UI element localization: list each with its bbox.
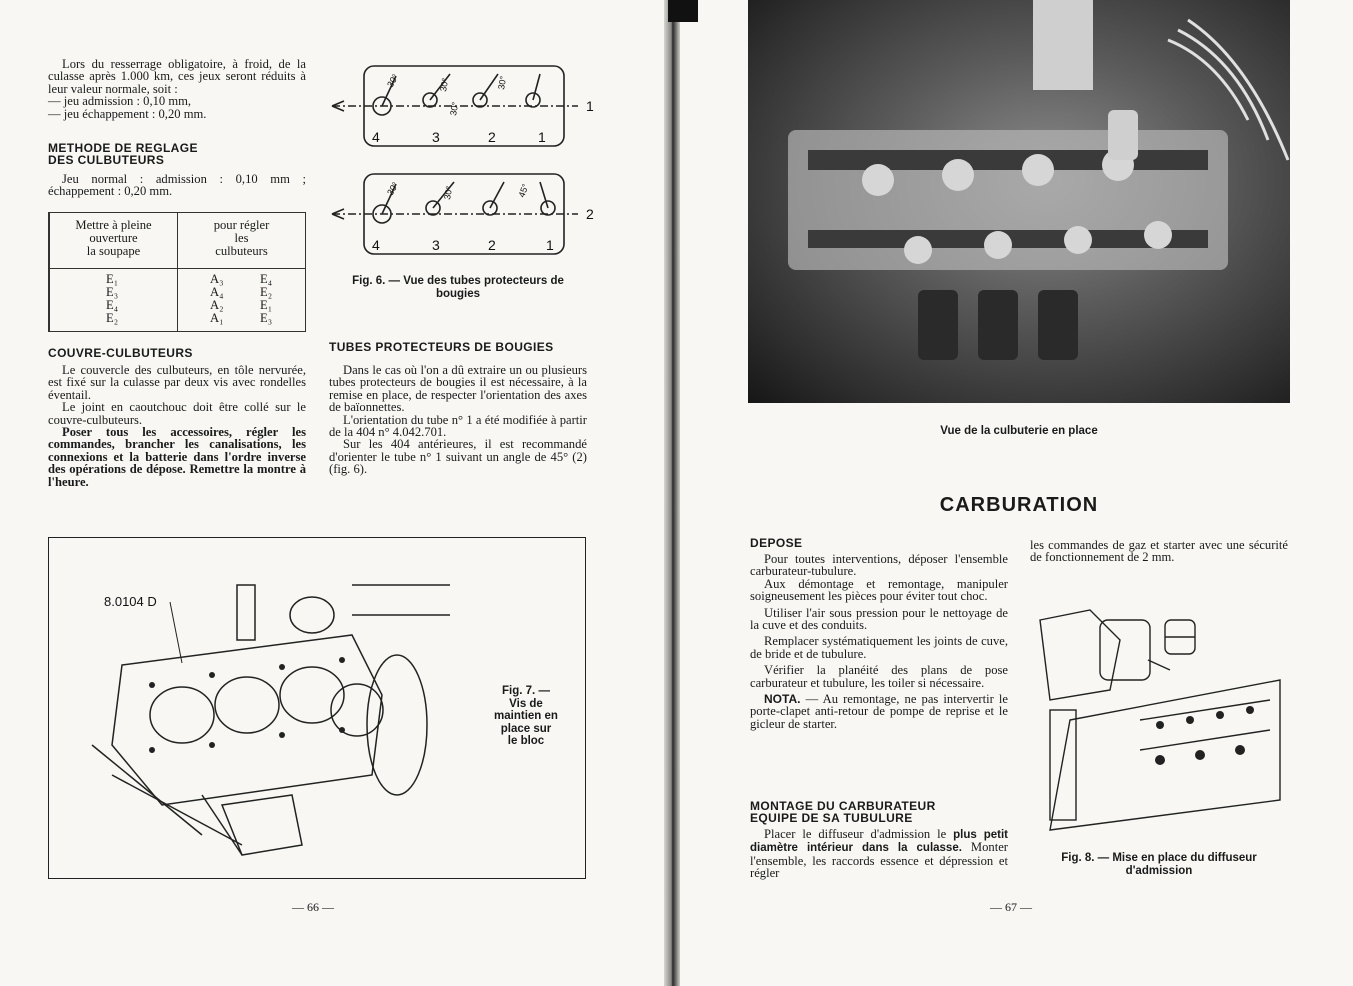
intro-paragraph: Lors du resserrage obligatoire, à froid, de la culasse après 1.000 km, ces jeux seront réduits à leur valeur normale, soit : [48, 57, 306, 96]
table-header-line: la soupape [86, 244, 141, 258]
fig7-distributor [290, 597, 334, 633]
fig8-hand [1040, 610, 1120, 700]
fig6-orientation-lines-top [382, 74, 540, 106]
table-header-line: les [234, 231, 249, 245]
fig7-caption-line: place sur [500, 722, 552, 735]
couvre-paragraph: Le joint en caoutchouc doit être collé sur le couvre-culbuteurs. [48, 400, 306, 427]
fig6-number: 1 [546, 237, 554, 253]
fig8-carburettor [1100, 620, 1150, 680]
fig7-caption [478, 685, 574, 748]
intro-jeu-echappement: — jeu échappement : 0,20 mm. [48, 106, 207, 121]
montage-text-2: Monter l'ensemble, les raccords essence et dépression et régler [750, 840, 1008, 881]
fig7-caption-line: Vis de [509, 697, 543, 710]
nota-text: — Au remontage, ne pas intervertir le porte-clapet anti-retour de pompe de reprise et le gicleur de starter. [750, 692, 1008, 731]
fig7-cylinder-1 [150, 687, 214, 743]
depose-paragraph: Aux démontage et remontage, manipuler soigneusement les pièces pour éviter tout choc. [750, 576, 1008, 604]
table-header-line: Mettre à pleine [75, 218, 152, 232]
tubes-paragraph: L'orientation du tube n° 1 a été modifiée à partir de la 404 n° 4.042.701. [329, 412, 587, 440]
fig7-cylinder-3 [280, 667, 344, 723]
fig6-row-label: 1 [586, 98, 594, 114]
table-cell: A₂ [210, 298, 224, 312]
table-header-col2 [178, 219, 305, 258]
intro-jeu-admission: — jeu admission : 0,10 mm, [48, 94, 192, 109]
fig8-filler [1050, 710, 1076, 820]
tubes-paragraph: Dans le cas où l'on a dû extraire un ou plusieurs tubes protecteurs de bougies il est nécessaire, à la remise en place, de respecter l'orientation des axes de baïonnettes. [329, 363, 587, 415]
fig7-oil-filler [237, 585, 255, 640]
fig7-caption-line: maintien en [494, 710, 558, 722]
fig8-caption [1030, 852, 1288, 877]
book-gutter [664, 0, 680, 986]
fig6-number: 3 [432, 129, 440, 145]
fig7-tool-label: 8.0104 D [104, 594, 157, 609]
fig8-leader [1148, 660, 1170, 670]
heading-montage [750, 800, 936, 824]
heading-methode-reglage [48, 142, 198, 166]
fig6-caption-text: — Vue des tubes protecteurs de bougies [388, 275, 564, 300]
fig6-number: 4 [372, 237, 380, 253]
couvre-paragraph: Poser tous les accessoires, régler les commandes, brancher les canalisations, les connexions et la batterie dans l'ordre inverse des opérations de dépose. Remettre la montre à l'heure. [48, 425, 306, 489]
table-cell: E₂ [260, 285, 273, 299]
fig7-engine-drawing [52, 545, 472, 871]
jeu-normal-paragraph: Jeu normal : admission : 0,10 mm ; échappement : 0,20 mm. [48, 172, 306, 199]
fig8-drawing [1030, 600, 1288, 840]
photo-caption: Vue de la culbuterie en place [940, 425, 1098, 437]
reglage-table [48, 212, 306, 332]
fig7-flywheel [367, 655, 427, 795]
table-cell: E₄ [260, 272, 273, 286]
table-header-line: pour régler [213, 218, 270, 232]
heading-couvre-culbuteurs: COUVRE-CULBUTEURS [48, 346, 193, 360]
fig6-angle: 30° [496, 75, 509, 91]
table-cell: A₄ [210, 285, 224, 299]
table-cell: A₁ [210, 311, 224, 325]
fig6-number: 1 [538, 129, 546, 145]
tubes-text [329, 364, 587, 476]
fig8-engine-block [1050, 680, 1280, 830]
table-header-col1 [50, 219, 177, 258]
fig6-row-label: 2 [586, 206, 594, 222]
table-header-line: culbuteurs [215, 244, 268, 258]
fig7-caption-line: Fig. 7. — [502, 685, 550, 697]
culbuterie-photo [748, 0, 1290, 403]
fig6-angle: 30° [385, 180, 401, 197]
jeu-normal-text [48, 173, 306, 198]
montage-text-1: Placer le diffuseur d'admission le [764, 827, 947, 841]
heading-tubes-protecteurs: TUBES PROTECTEURS DE BOUGIES [329, 340, 554, 354]
heading-line: METHODE DE REGLAGE [48, 141, 198, 155]
table-cell: E₁ [260, 298, 273, 312]
heading-line: EQUIPE DE SA TUBULURE [750, 811, 913, 825]
depose-paragraph: Vérifier la planéité des plans de pose carburateur et tubulure, les toiler si nécessaire. [750, 663, 1008, 690]
fig6-number: 2 [488, 129, 496, 145]
fig6-number: 2 [488, 237, 496, 253]
table-col1-values [106, 273, 118, 325]
page-number-left: — 66 — [292, 900, 334, 914]
table-cell: E₃ [106, 285, 119, 299]
fig7-linkages [92, 745, 242, 855]
heading-line: MONTAGE DU CARBURATEUR [750, 799, 936, 813]
couvre-paragraph: Le couvercle des culbuteurs, en tôle nervurée, est fixé sur la culasse par deux vis avec rondelles éventail. [48, 363, 306, 402]
fig6-diagram [328, 60, 600, 256]
col2-paragraph: les commandes de gaz et starter avec une sécurité de fonctionnement de 2 mm. [1030, 538, 1288, 565]
culbuterie-photo-drawing [748, 0, 1290, 403]
montage-text [750, 828, 1008, 880]
fig6-angle: 30° [438, 77, 451, 93]
depose-paragraph: Remplacer systématiquement les joints de cuve, de bride et de tubulure. [750, 634, 1008, 661]
depose-paragraph: Utiliser l'air sous pression pour le nettoyage de la cuve et des conduits. [750, 605, 1008, 633]
couvre-text [48, 364, 306, 488]
table-cell: E₂ [106, 311, 119, 325]
fig7-leader-line [170, 602, 182, 663]
nota-paragraph [750, 693, 1008, 730]
table-cell: A₃ [210, 272, 224, 286]
table-cell: E₃ [260, 311, 273, 325]
fig8-caption-label: Fig. 8. [1061, 852, 1095, 864]
table-col2e-values [260, 273, 272, 325]
depose-text [750, 553, 1008, 730]
gutter-shadow [668, 0, 698, 22]
table-cell: E₁ [106, 272, 119, 286]
fig6-number: 3 [432, 237, 440, 253]
heading-depose: DEPOSE [750, 536, 803, 550]
page-number-right: — 67 — [990, 900, 1032, 914]
fig6-angle: 45° [516, 182, 531, 199]
fig6-caption-label: Fig. 6. [352, 275, 386, 287]
fig8-caption-text: — Mise en place du diffuseur d'admission [1097, 852, 1257, 877]
fig6-angle: 30° [442, 185, 455, 201]
fig6-angle: 30° [448, 101, 461, 117]
fig6-number: 4 [372, 129, 380, 145]
table-header-line: ouverture [89, 231, 138, 245]
table-cell: E₄ [106, 298, 119, 312]
heading-line: DES CULBUTEURS [48, 153, 165, 167]
nota-label: NOTA. [764, 692, 801, 707]
col2-text [1030, 539, 1288, 564]
table-col2a-values [210, 273, 224, 325]
section-title-carburation: CARBURATION [939, 494, 1099, 516]
intro-text [48, 58, 306, 120]
depose-paragraph: Pour toutes interventions, déposer l'ensemble carburateur-tubulure. [750, 552, 1008, 579]
fig7-manifold [352, 585, 450, 615]
montage-bold: plus petit diamètre intérieur dans la culasse. [750, 829, 1008, 855]
fig7-bracket [222, 795, 302, 855]
tubes-paragraph: Sur les 404 antérieures, il est recommandé d'orienter le tube n° 1 suivant un angle de 45° (2) (fig. 6). [329, 437, 587, 477]
fig6-angle: 30° [385, 72, 401, 89]
fig7-caption-line: le bloc [507, 735, 545, 747]
fig6-caption [329, 275, 587, 300]
table-divider [50, 268, 305, 269]
fig7-cylinder-2 [215, 677, 279, 733]
